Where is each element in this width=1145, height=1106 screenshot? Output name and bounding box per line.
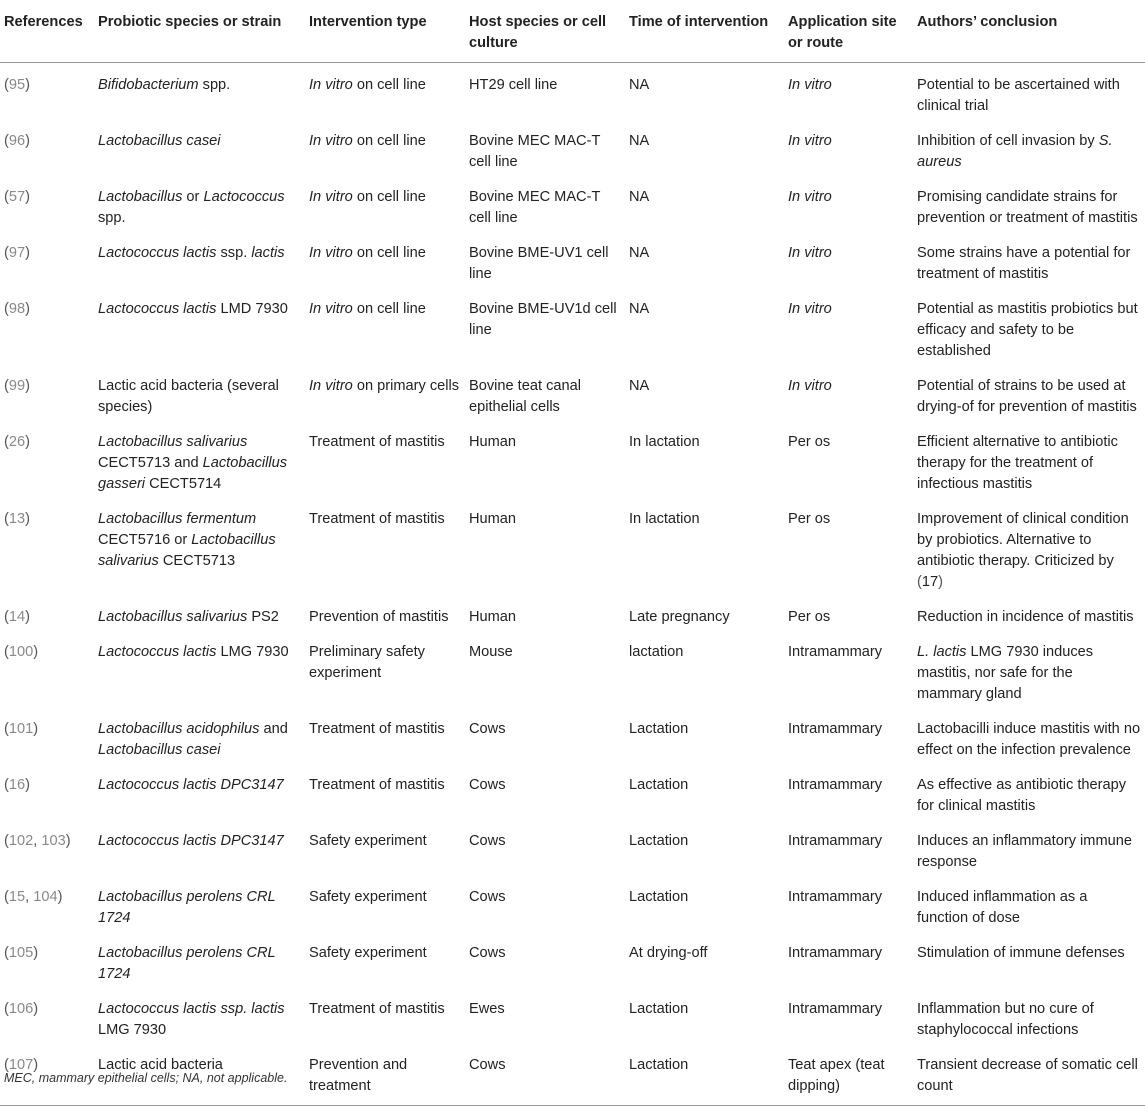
cell-probiotic-species bbox=[94, 497, 305, 595]
cell-intervention-type bbox=[305, 364, 465, 420]
cell-time-of-intervention: Lactation bbox=[629, 889, 689, 905]
cell-references: (102, 103) bbox=[4, 833, 71, 849]
cell-references: (97) bbox=[4, 245, 30, 261]
text-segment: Lactobacillus perolens CRL 1724 bbox=[98, 945, 276, 982]
cell-application-site bbox=[784, 420, 913, 497]
text-segment: In vitro bbox=[788, 77, 832, 93]
text-segment: Improvement of clinical condition by probiotics. Alternative to antibiotic therapy. Criticized by bbox=[917, 511, 1129, 569]
text-segment: Treatment of mastitis bbox=[309, 511, 445, 527]
cell-intervention-type bbox=[305, 175, 465, 231]
cell-probiotic-species bbox=[94, 231, 305, 287]
header-probiotic-species: Probiotic species or strain bbox=[94, 0, 305, 63]
text-segment: Promising candidate strains for prevention or treatment of mastitis bbox=[917, 189, 1138, 226]
text-segment: CECT5713 bbox=[158, 553, 236, 569]
text-segment: Treatment of mastitis bbox=[309, 777, 445, 793]
cell-authors-conclusion bbox=[913, 630, 1145, 707]
text-segment: Intramammary bbox=[788, 777, 883, 793]
text-segment: on cell line bbox=[352, 245, 426, 261]
text-segment: on cell line bbox=[352, 77, 426, 93]
cell-intervention-type bbox=[305, 931, 465, 987]
header-host-species: Host species or cell culture bbox=[465, 0, 625, 63]
cell-references: (95) bbox=[4, 77, 30, 93]
cell-references: (15, 104) bbox=[4, 889, 63, 905]
text-segment: Lactobacilli induce mastitis with no effect on the infection prevalence bbox=[917, 721, 1141, 758]
text-segment: In vitro bbox=[788, 378, 832, 394]
cell-time-of-intervention: NA bbox=[629, 133, 650, 149]
header-authors-conclusion: Authors’ conclusion bbox=[913, 0, 1145, 63]
cell-application-site bbox=[784, 931, 913, 987]
table-row bbox=[0, 231, 1145, 287]
text-segment: on cell line bbox=[352, 301, 426, 317]
text-segment: ( bbox=[917, 574, 922, 590]
cell-authors-conclusion bbox=[913, 875, 1145, 931]
cell-probiotic-species bbox=[94, 420, 305, 497]
cell-time-of-intervention: Lactation bbox=[629, 1001, 689, 1017]
text-segment: In vitro bbox=[788, 245, 832, 261]
table-row bbox=[0, 287, 1145, 364]
cell-time-of-intervention: lactation bbox=[629, 644, 684, 660]
text-segment: Induces an inflammatory immune response bbox=[917, 833, 1132, 870]
text-segment: Safety experiment bbox=[309, 945, 427, 961]
cell-authors-conclusion bbox=[913, 175, 1145, 231]
cell-time-of-intervention: Lactation bbox=[629, 777, 689, 793]
text-segment: Lactobacillus perolens CRL 1724 bbox=[98, 889, 276, 926]
reference-link[interactable]: 96 bbox=[8, 133, 26, 149]
cell-intervention-type bbox=[305, 630, 465, 707]
cell-intervention-type bbox=[305, 819, 465, 875]
cell-application-site bbox=[784, 707, 913, 763]
cell-authors-conclusion bbox=[913, 231, 1145, 287]
cell-authors-conclusion bbox=[913, 819, 1145, 875]
text-segment: PS2 bbox=[247, 609, 279, 625]
reference-link[interactable]: 26 bbox=[8, 434, 26, 450]
cell-host-species: Cows bbox=[469, 777, 506, 793]
cell-time-of-intervention: NA bbox=[629, 77, 650, 93]
text-segment: As effective as antibiotic therapy for clinical mastitis bbox=[917, 777, 1127, 814]
cell-probiotic-species bbox=[94, 287, 305, 364]
text-segment: Lactococcus bbox=[203, 189, 285, 205]
text-segment: Stimulation of immune defenses bbox=[917, 945, 1125, 961]
cell-host-species: Human bbox=[469, 434, 517, 450]
cell-intervention-type bbox=[305, 763, 465, 819]
text-segment: LMD 7930 bbox=[216, 301, 288, 317]
cell-host-species: Bovine BME-UV1d cell line bbox=[469, 301, 617, 338]
text-segment: Intramammary bbox=[788, 1001, 883, 1017]
cell-intervention-type bbox=[305, 875, 465, 931]
cell-time-of-intervention: NA bbox=[629, 301, 650, 317]
reference-link[interactable]: 104 bbox=[33, 889, 58, 905]
text-segment: CECT5713 and bbox=[98, 455, 203, 471]
cell-host-species: Cows bbox=[469, 833, 506, 849]
cell-application-site bbox=[784, 364, 913, 420]
text-segment: Lactococcus lactis DPC3147 bbox=[98, 777, 284, 793]
cell-intervention-type bbox=[305, 119, 465, 175]
cell-intervention-type bbox=[305, 595, 465, 630]
table-header bbox=[0, 0, 1145, 63]
table-row bbox=[0, 175, 1145, 231]
cell-application-site bbox=[784, 875, 913, 931]
text-segment: In vitro bbox=[309, 133, 353, 149]
cell-authors-conclusion bbox=[913, 63, 1145, 120]
reference-link[interactable]: 101 bbox=[8, 721, 34, 737]
reference-link[interactable]: 98 bbox=[8, 301, 26, 317]
text-segment: Lactococcus lactis ssp. lactis bbox=[98, 1001, 285, 1017]
cell-authors-conclusion bbox=[913, 763, 1145, 819]
reference-link[interactable]: 106 bbox=[8, 1001, 34, 1017]
cell-authors-conclusion bbox=[913, 497, 1145, 595]
cell-authors-conclusion bbox=[913, 707, 1145, 763]
text-segment: CECT5714 bbox=[145, 476, 222, 492]
reference-link[interactable]: 13 bbox=[8, 511, 26, 527]
reference-link[interactable]: 103 bbox=[41, 833, 66, 849]
text-segment: L. lactis bbox=[917, 644, 967, 660]
text-segment: Potential of strains to be used at drying-of for prevention of mastitis bbox=[917, 378, 1137, 415]
text-segment: Lactic acid bacteria (several species) bbox=[98, 378, 279, 415]
text-segment: Intramammary bbox=[788, 644, 883, 660]
cell-references: (16) bbox=[4, 777, 30, 793]
text-segment: Per os bbox=[788, 434, 831, 450]
cell-intervention-type bbox=[305, 420, 465, 497]
cell-application-site bbox=[784, 119, 913, 175]
table-row bbox=[0, 119, 1145, 175]
text-segment: Potential to be ascertained with clinical trial bbox=[917, 77, 1120, 114]
cell-probiotic-species bbox=[94, 119, 305, 175]
cell-host-species: Bovine MEC MAC-T cell line bbox=[469, 189, 601, 226]
text-segment: Lactococcus lactis DPC3147 bbox=[98, 833, 284, 849]
cell-references: (57) bbox=[4, 189, 30, 205]
reference-link[interactable]: 99 bbox=[8, 378, 26, 394]
cell-host-species: Human bbox=[469, 609, 517, 625]
header-row bbox=[0, 0, 1145, 63]
cell-references: (107) bbox=[0, 1043, 94, 1106]
text-segment: Inflammation but no cure of staphylococcal infections bbox=[917, 1001, 1094, 1038]
text-segment: Safety experiment bbox=[309, 889, 427, 905]
text-segment: Intramammary bbox=[788, 721, 883, 737]
cell-probiotic-species bbox=[94, 595, 305, 630]
cell-probiotic-species bbox=[94, 763, 305, 819]
table-row bbox=[0, 420, 1145, 497]
cell-host-species: Human bbox=[469, 511, 517, 527]
cell-probiotic-species bbox=[94, 630, 305, 707]
reference-link[interactable]: 17 bbox=[921, 574, 939, 590]
cell-intervention-type bbox=[305, 987, 465, 1043]
cell-references: (14) bbox=[4, 609, 30, 625]
text-segment: Lactobacillus salivarius bbox=[98, 434, 248, 450]
cell-intervention-type bbox=[305, 497, 465, 595]
cell-application-site bbox=[784, 63, 913, 120]
text-segment: Lactobacillus bbox=[98, 189, 183, 205]
text-segment: LMG 7930 bbox=[216, 644, 289, 660]
text-segment: In vitro bbox=[309, 245, 353, 261]
text-segment: Per os bbox=[788, 609, 831, 625]
reference-link[interactable]: 57 bbox=[8, 189, 26, 205]
text-segment: or bbox=[182, 189, 204, 205]
text-segment: Prevention and treatment bbox=[309, 1057, 408, 1094]
cell-references: (26) bbox=[4, 434, 30, 450]
table-row bbox=[0, 875, 1145, 931]
text-segment: lactis bbox=[251, 245, 285, 261]
cell-probiotic-species bbox=[94, 63, 305, 120]
header-intervention-type: Intervention type bbox=[305, 0, 465, 63]
cell-time-of-intervention: In lactation bbox=[629, 434, 700, 450]
cell-intervention-type bbox=[305, 707, 465, 763]
reference-link[interactable]: 97 bbox=[8, 245, 26, 261]
cell-probiotic-species bbox=[94, 175, 305, 231]
table-row bbox=[0, 630, 1145, 707]
cell-authors-conclusion bbox=[913, 287, 1145, 364]
table-row bbox=[0, 364, 1145, 420]
cell-intervention-type bbox=[305, 231, 465, 287]
text-segment: Treatment of mastitis bbox=[309, 721, 445, 737]
cell-references: (105) bbox=[4, 945, 39, 961]
text-segment: Induced inflammation as a function of dose bbox=[917, 889, 1088, 926]
text-segment: ssp. bbox=[216, 245, 252, 261]
cell-references: (98) bbox=[4, 301, 30, 317]
text-segment: and bbox=[259, 721, 288, 737]
cell-time-of-intervention: Late pregnancy bbox=[629, 609, 730, 625]
cell-time-of-intervention: NA bbox=[629, 378, 650, 394]
cell-application-site bbox=[784, 630, 913, 707]
cell-probiotic-species bbox=[94, 875, 305, 931]
table-footnote: MEC, mammary epithelial cells; NA, not applicable. bbox=[4, 1071, 288, 1085]
cell-probiotic-species bbox=[94, 987, 305, 1043]
reference-link[interactable]: 15 bbox=[8, 889, 26, 905]
cell-probiotic-species bbox=[94, 931, 305, 987]
text-segment: Lactobacillus casei bbox=[98, 742, 221, 758]
text-segment: Some strains have a potential for treatment of mastitis bbox=[917, 245, 1131, 282]
text-segment: Lactobacillus acidophilus bbox=[98, 721, 260, 737]
text-segment: Per os bbox=[788, 511, 831, 527]
text-segment: Intramammary bbox=[788, 889, 883, 905]
table-row bbox=[0, 63, 1145, 120]
text-segment: LMG 7930 bbox=[98, 1022, 167, 1038]
text-segment: Lactobacillus fermentum bbox=[98, 511, 257, 527]
table-row bbox=[0, 497, 1145, 595]
cell-host-species: Cows bbox=[469, 721, 506, 737]
cell-time-of-intervention: Lactation bbox=[625, 1043, 784, 1106]
cell-time-of-intervention: Lactation bbox=[629, 833, 689, 849]
header-time-of-intervention: Time of intervention bbox=[625, 0, 784, 63]
cell-application-site bbox=[784, 287, 913, 364]
text-segment: In vitro bbox=[788, 301, 832, 317]
cell-references: (13) bbox=[4, 511, 30, 527]
text-segment: CECT5716 or bbox=[98, 532, 192, 548]
text-segment: on cell line bbox=[352, 133, 426, 149]
text-segment: Teat apex (teat dipping) bbox=[788, 1057, 885, 1094]
text-segment: Lactococcus lactis bbox=[98, 245, 217, 261]
text-segment: Safety experiment bbox=[309, 833, 427, 849]
cell-host-species: Cows bbox=[469, 889, 506, 905]
text-segment: Efficient alternative to antibiotic therapy for the treatment of infectious mastitis bbox=[917, 434, 1118, 492]
text-segment: Lactobacillus casei bbox=[98, 133, 221, 149]
cell-application-site bbox=[784, 497, 913, 595]
cell-host-species: Cows bbox=[469, 945, 506, 961]
text-segment: LMG 7930 induces mastitis, nor safe for the mammary gland bbox=[917, 644, 1094, 702]
cell-references: (96) bbox=[4, 133, 30, 149]
table-body bbox=[0, 63, 1145, 1106]
text-segment: Treatment of mastitis bbox=[309, 434, 445, 450]
text-segment: Lactococcus lactis bbox=[98, 301, 217, 317]
text-segment: S. aureus bbox=[917, 133, 1113, 170]
cell-intervention-type bbox=[305, 63, 465, 120]
text-segment: In vitro bbox=[788, 189, 832, 205]
table-row bbox=[0, 763, 1145, 819]
text-segment: spp. bbox=[98, 210, 126, 226]
cell-application-site bbox=[784, 595, 913, 630]
cell-time-of-intervention: NA bbox=[629, 189, 650, 205]
cell-authors-conclusion bbox=[913, 119, 1145, 175]
cell-application-site bbox=[784, 1043, 913, 1106]
table-row bbox=[0, 707, 1145, 763]
text-segment: In vitro bbox=[309, 378, 353, 394]
cell-references: (101) bbox=[4, 721, 39, 737]
cell-authors-conclusion bbox=[913, 987, 1145, 1043]
text-segment: spp. bbox=[198, 77, 231, 93]
cell-application-site bbox=[784, 175, 913, 231]
cell-application-site bbox=[784, 231, 913, 287]
cell-time-of-intervention: In lactation bbox=[629, 511, 700, 527]
cell-host-species: Bovine teat canal epithelial cells bbox=[469, 378, 581, 415]
text-segment: Intramammary bbox=[788, 833, 883, 849]
text-segment: In vitro bbox=[309, 77, 353, 93]
cell-references: (99) bbox=[4, 378, 30, 394]
cell-authors-conclusion bbox=[913, 931, 1145, 987]
table-row bbox=[0, 987, 1145, 1043]
cell-probiotic-species bbox=[94, 819, 305, 875]
text-segment: In vitro bbox=[309, 301, 353, 317]
cell-application-site bbox=[784, 763, 913, 819]
table-row bbox=[0, 819, 1145, 875]
text-segment: In vitro bbox=[788, 133, 832, 149]
cell-time-of-intervention: At drying-off bbox=[629, 945, 708, 961]
text-segment: Reduction in incidence of mastitis bbox=[917, 609, 1134, 625]
text-segment: Preliminary safety experiment bbox=[309, 644, 425, 681]
text-segment: Lactobacillus gasseri bbox=[98, 455, 288, 492]
cell-time-of-intervention: Lactation bbox=[629, 721, 689, 737]
table-row bbox=[0, 595, 1145, 630]
text-segment: Prevention of mastitis bbox=[309, 609, 449, 625]
text-segment: Inhibition of cell invasion by bbox=[917, 133, 1099, 149]
cell-host-species: Bovine MEC MAC-T cell line bbox=[469, 133, 601, 170]
cell-authors-conclusion bbox=[913, 1043, 1145, 1106]
header-references: References bbox=[0, 0, 94, 63]
cell-host-species: Cows bbox=[465, 1043, 625, 1106]
reference-link[interactable]: 14 bbox=[8, 609, 26, 625]
table-row bbox=[0, 931, 1145, 987]
cell-authors-conclusion bbox=[913, 364, 1145, 420]
cell-authors-conclusion bbox=[913, 595, 1145, 630]
reference-link[interactable]: 107 bbox=[8, 1057, 34, 1073]
text-segment: In vitro bbox=[309, 189, 353, 205]
text-segment: Potential as mastitis probiotics but efficacy and safety to be established bbox=[917, 301, 1138, 359]
cell-host-species: Bovine BME-UV1 cell line bbox=[469, 245, 609, 282]
cell-references: (106) bbox=[4, 1001, 39, 1017]
text-segment: Treatment of mastitis bbox=[309, 1001, 445, 1017]
text-segment: Lactococcus lactis bbox=[98, 644, 217, 660]
reference-link[interactable]: 95 bbox=[8, 77, 26, 93]
reference-link[interactable]: 105 bbox=[8, 945, 34, 961]
cell-host-species: HT29 cell line bbox=[469, 77, 558, 93]
cell-time-of-intervention: NA bbox=[629, 245, 650, 261]
reference-link[interactable]: 102 bbox=[8, 833, 34, 849]
cell-application-site bbox=[784, 987, 913, 1043]
text-segment: ) bbox=[938, 574, 943, 590]
reference-link[interactable]: 16 bbox=[8, 777, 26, 793]
text-segment: on primary cells bbox=[352, 378, 460, 394]
text-segment: Intramammary bbox=[788, 945, 883, 961]
cell-probiotic-species bbox=[94, 707, 305, 763]
cell-authors-conclusion bbox=[913, 420, 1145, 497]
cell-host-species: Ewes bbox=[469, 1001, 505, 1017]
cell-intervention-type bbox=[305, 1043, 465, 1106]
text-segment: Bifidobacterium bbox=[98, 77, 199, 93]
cell-host-species: Mouse bbox=[469, 644, 513, 660]
cell-probiotic-species bbox=[94, 364, 305, 420]
text-segment: Lactobacillus salivarius bbox=[98, 532, 276, 569]
cell-application-site bbox=[784, 819, 913, 875]
reference-link[interactable]: 100 bbox=[8, 644, 34, 660]
text-segment: Transient decrease of somatic cell count bbox=[917, 1057, 1138, 1094]
text-segment: Lactobacillus salivarius bbox=[98, 609, 248, 625]
cell-references: (100) bbox=[4, 644, 39, 660]
header-application-site: Application site or route bbox=[784, 0, 913, 63]
cell-intervention-type bbox=[305, 287, 465, 364]
text-segment: Lactic acid bacteria bbox=[98, 1057, 223, 1073]
text-segment: on cell line bbox=[352, 189, 426, 205]
